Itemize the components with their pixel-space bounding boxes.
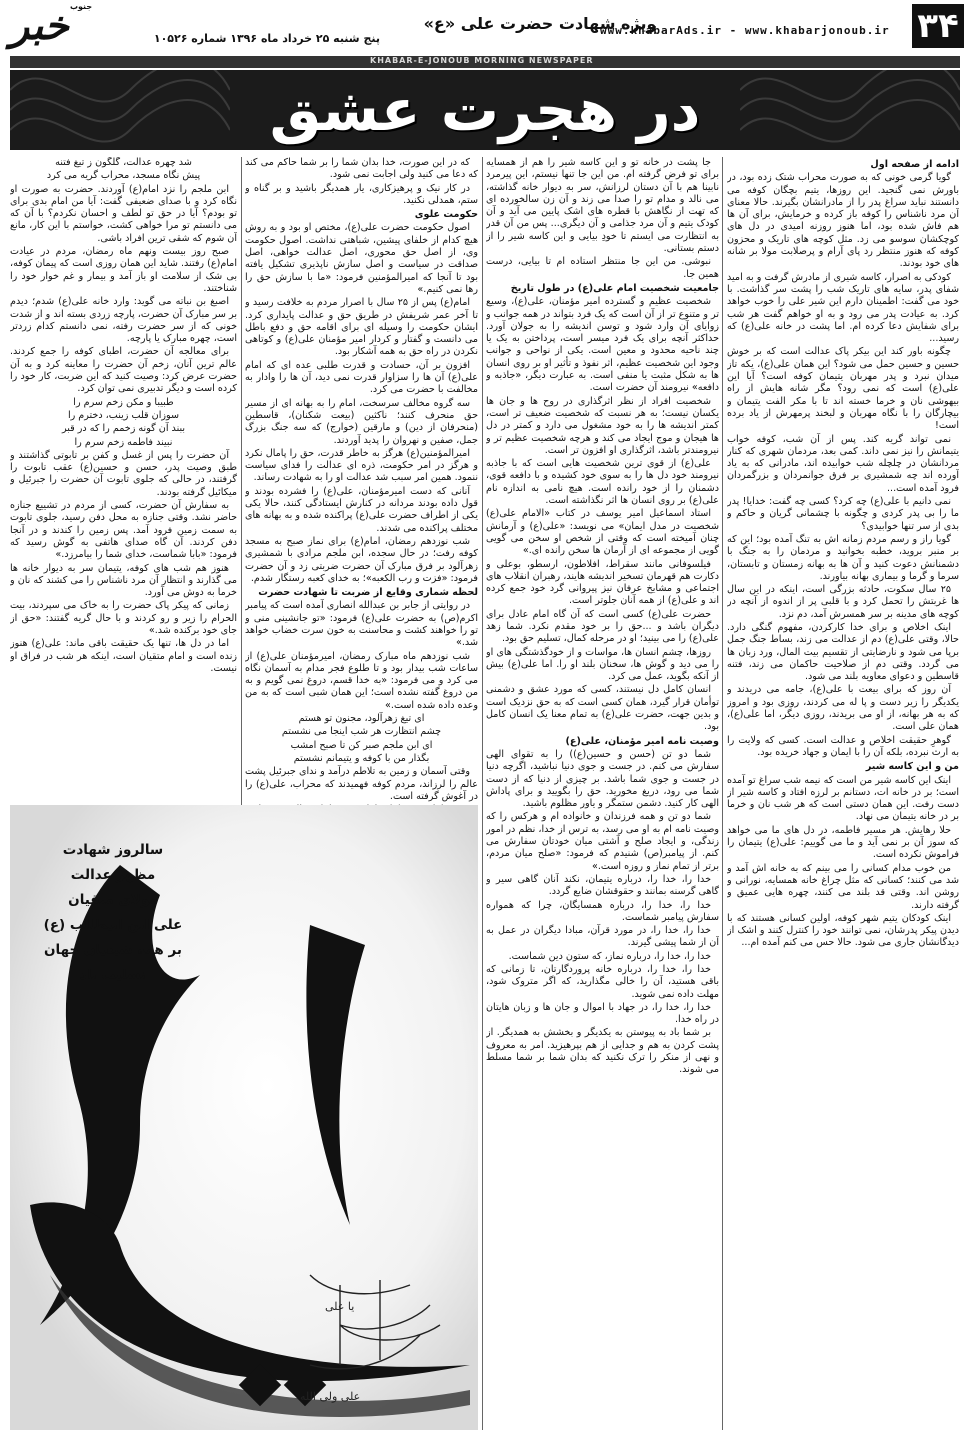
condolence-line: سالروز شهادت (62, 842, 164, 858)
verse-line: بگذار من با کوفه و یتیمانم نشستم (293, 752, 430, 764)
paragraph: شما دو تن (حسن و حسین(ع)) را به تقوای الهی سفارش می کنم. در جست و جوی دنیا نباشید، اگرچه دنیا در جست و جوی شما باشد. بر چیزی از دنیا که از دست شما می رود، دریغ مخورید. حق را بگویید و برای پاداش الهی کار کنید. دشمن ستمگر و یاور مظلوم باشید. (486, 748, 719, 810)
verse-line: ای تیغ زهرآلود، مجنون تو هستم (298, 713, 425, 725)
paragraph: در روایتی از جابر بن عبدالله انصاری آمده است که پیامبر اکرم(ص) به حضرت علی(ع) فرمود: «تو جانشینی منی و تو را خواهند کشت و محاسنت به خون سرت خضاب خواهد شد.» (245, 600, 478, 649)
paragraph: آنانی که دست امیرمؤمنان، علی(ع) را فشرده بودند و قول داده بودند مردانه در کنارش ایستادگی کنند، حالا یکی یکی از اطراف حضرت علی(ع) پراکنده شده و به بهانه های مختلف پراکنده می شدند. (245, 485, 478, 534)
paragraph: ۲۵ سال سکوت، حادثه بزرگی است، اینکه در این سال ها غربتش را تحمل کرد و با قلبی پر از اندوه از آنچه در کوچه های مدینه بر سر همسرش آمد، دم نزد. (727, 584, 959, 620)
column-divider (722, 157, 723, 1430)
paragraph: ابن ملجم را نزد امام(ع) آوردند. حضرت به صورت او نگاه کرد و با صدای ضعیفی گفت: آیا من امام بدی برای تو بودم؟ آیا در حق تو لطف و احسان نکردم؟ با آن که می دانستم تو مرا خواهی کشت، خواستم با این کار، مانع آن شوم که شقی ترین افراد باشی. (10, 183, 237, 244)
condolence-line: بر همه شیعیان جهان (44, 942, 182, 958)
verse-line: سوزان قلب زینب، دخترم را (67, 409, 180, 421)
verse-line: ببند آن گونه زخمم را که در قبر (61, 423, 186, 435)
paragraph: نمی تواند گریه کند. پس از آن شب، کوفه خواب یتیمانش را نیز نمی داند. کمی بعد، مردمان شهری که کنار مردانشان در چلچله شب خوابیده اند، مادرانی که به یاد آورده اند چه شمشیری بر فرق جوانمردان و بزرگمردان فرود آمده است... (727, 433, 959, 494)
paragraph: به سفارش آن حضرت، کسی از مردم در تشییع جنازه حاضر نشد. وقتی جنازه به محل دفن رسید، جلوی تابوت به سمت زمین فرود آمد. پس زمین را کندند و در آنجا دفن کردند. آن گاه صدای هاتفی به گوش رسید که فرمود: «بابا شماست، خدای شما را بیامرزد.» (10, 500, 237, 561)
paragraph: فیلسوفانی مانند سقراط، افلاطون، ارسطو، بوعلی و دکارت هم قهرمان تسخیر اندیشه هایند، رهبران انقلاب های اجتماعی و مشایخ عرفان نیز پیروانی گرد خود جمع کرده اند و علی(ع) از همه آنان جلوتر است. (486, 558, 719, 607)
condolence-line: مولای متقیان (68, 892, 158, 908)
paragraph: اما در دل ها، تنها یک حقیقت باقی ماند: علی(ع) هنوز زنده است و امام متقیان است، اینکه هر شب در فراق او نیست. (10, 638, 237, 674)
paragraph: حلا رهایش. هر مسیر فاطمه، در دل های ما می خواهد که سوز آن بر نمی آید و ما می گوییم: علی(ع) یتیمان را فراموش نکرده است. (727, 824, 959, 861)
column-divider (482, 157, 483, 1430)
paragraph: خدا را، خدا را، در مورد قرآن، مبادا دیگران در عمل به آن از شما پیشی گیرند. (486, 925, 719, 949)
date-line: پنج شنبه ۲۵ خرداد ماه ۱۳۹۶ شماره ۱۰۵۲۶ (153, 32, 380, 45)
paragraph: هنوز هم شب های کوفه، یتیمان سر به دیوار خانه ها می گذارند و انتظار آن مرد ناشناس را می کشند که نان و خرما به دوش می آورد. (10, 562, 237, 599)
paragraph: اینک کودکان یتیم شهر کوفه، اولین کسانی هستند که با دیدن پیکر پدرشان، نمی توانند خود را کنترل کنند و اشک از دیدگانشان جاری می شود. حالا حس می کنم آمده ام... (727, 912, 959, 949)
section-title: ویژه شهادت حضرت علی «ع» (423, 14, 657, 33)
paragraph: که در این صورت، خدا بدان شما را بر شما حاکم می کند که دعا می کنید ولی اجابت نمی شود. (245, 157, 478, 181)
paragraph: حضرت علی(ع) کسی است که آن گاه امام عادل برای دیگران باشد و ...حق را بر خود مقدم نکرد. شما زهد علی(ع) را می بینید؛ او در مرحله کمال، تسلیم حق بود. (486, 608, 719, 645)
paragraph: اصول حکومت حضرت علی(ع)، مختص او بود و به روش هیچ کدام از خلفای پیشین، شباهتی نداشت. اصول حکومت وی، از اصل حق محوری، اصل عدالت خواهی، اصل صداقت در سیاست و اصل سازش ناپذیری تشکیل یافته بود تا آنجا که امیرالمؤمنین فرمود: «ما با سازش حق را رها نمی کنیم.» (245, 222, 478, 295)
paragraph: اینک اخلاص و برای خدا کارکردن، مفهوم گنگی دارد. حالا، وقتی علی(ع) دم از عدالت می زند، بساط جنگ جمل برپا می شود و نارضایتی از تقسیم بیت المال، ورد زبان ها می گردد. وقتی دم از صلاحیت حاکمان می زند، فتنه قاسطین و دعوای معاویه بلند می شود. (727, 621, 959, 683)
article-column-4 (10, 157, 237, 805)
paragraph: خدا را، خدا را، در جهاد با اموال و جان ها و زبان هایتان در راه خدا. (486, 1001, 719, 1026)
subheading: وصیت نامه امیر مؤمنان، علی(ع) (565, 735, 719, 747)
headline: در هجرت عشق (269, 76, 701, 144)
paragraph: جا پشت در خانه تو و این کاسه شیر را هم از همسایه برای تو فرض گرفته ام. من این جا تنها نیستم، این پیرمرد نابینا هم با آن دستان لرزانش، سر به دیوار خانه گذاشته، می نالد و مدام تو را صدا می زند و آن زن سالخورده ای که تهت از نگاهش با قطره های اشک پایین می آید و آن کودک یتیم و آن مرد جذامی و آن دیگری... پس من آن قدر به انتظارت می ایستم تا خودِ بیایی و این کاسه شیر را از دستم بستانی. (486, 157, 719, 255)
condolence-message (18, 838, 208, 988)
paragraph: آن روز که برای بیعت با علی(ع)، جامه می دریدند و یکدیگر را زیر دست و پا له می کردند، روزی بود و امروز که به هر بهانه، از او می بریدند، روزی دیگر، اما علی(ع)، همان علی است. (727, 684, 959, 733)
paragraph: وقتی آسمان و زمین به تلاطم درآمد و ندای جبرئیل پشت عالم را لرزاند، مردم کوفه فهمیدند که محراب، علی(ع) را در آغوش گرفته است. (245, 766, 478, 802)
paragraph: خدا را، خدا را، درباره نماز، که ستون دین شماست. (508, 950, 711, 962)
paragraph: شخصیت عظیم و گسترده امیر مؤمنان، علی(ع)، وسیع تر و متنوع تر از آن است که یک فرد بتواند در همه جوانب و زوایای آن وارد شود و توسن اندیشه را به جولان آورد. حداکثر آنچه برای یک فرد میسر است، پرداختن به یک یا چند ناحیه محدود و معین است. یکی از نواحی و جوانب وجود این شخصیت عظیم، اثر نفوذ و تأثیر او بر روی انسان ها به شکل مثبت یا منفی است. به عبارت دیگر، «جاذبه و دافعه» نیرومند آن حضرت است. (486, 296, 719, 394)
paragraph: نبوشی. من این جا منتظر استاده ام تا بیایی، درست همین جا. (486, 256, 719, 280)
paragraph: نمی دانیم با علی(ع) چه کرد؟ کسی چه گفت: خدایا! پدر ما را بی پدر کردی و چگونه با چشمانی گریان و حاکم و بدی از سر تنها خوابیدی؟ (727, 496, 959, 532)
site-url[interactable]: www.khabarAds.ir - www.khabarjonoub.ir (600, 24, 890, 37)
stamp-text: علی ولی الله (300, 1390, 361, 1403)
paragraph: گویا راز و رسم مردم زمانه اش به تنگ آمده بود؛ این که بر منبر بروید، خطبه بخوانید و مردمان را به جنگ با دشمنانش دعوت کنید و آن ها به بهانه زمستان و تابستان، سرما و گرما و بیماری بهانه بیاورند. (727, 533, 959, 582)
paragraph: شب نوزدهم رمضان، امام(ع) برای نماز صبح به مسجد کوفه رفت؛ در حال سجده، ابن ملجم مرادی با شمشیری زهرآلود بر فرق مبارک آن حضرت ضربتی زد و آن حضرت فرمود: «فزت و رب الکعبه»؛ به خدای کعبه رستگار شدم. (245, 535, 478, 584)
article-column-2 (486, 157, 719, 1430)
title-banner (10, 70, 960, 150)
article-column-1 (727, 157, 959, 1430)
subheading: من و این کاسه شیر (865, 761, 959, 773)
verse-line: چشم انتظارت هر شب اینجا می نشستم (281, 726, 442, 738)
stamp-text: یا علی (325, 1300, 355, 1313)
page-header (0, 0, 970, 56)
paragraph: خدا را، خدا را، درباره همسایگان، چرا که همواره سفارش پیامبر شماست. (486, 899, 719, 923)
paragraph: روزها، چشم انسان ها، مواسات و از خودگذشتگی های او را می دید و گوش ها، سخنان بلند او را. اما علی(ع) بیش از آنکه بگوید، عمل می کرد. (486, 646, 719, 683)
subheading: جامعیت شخصیت امام علی(ع) در طول تاریخ (510, 282, 719, 294)
page-number: ۳۴ (912, 4, 964, 48)
paragraph: استاد اسماعیل امیر یوسف در کتاب «الامام علی(ع) شخصیت در مدل ایمان» می نویسد: «علی(ع) و آرمانش چنان آمیخته است که وقتی از شخص او سخن می گویی گویی از مجموعه ای از آرمان ها سخن رانده ای.» (486, 508, 719, 557)
paragraph: آن حضرت را پس از غسل و کفن بر تابوتی گذاشتند و طبق وصیت پدر، حسن و حسین(ع) عقب تابوت را گرفتند، در حالی که جلوی تابوت آن حضرت را جبرئیل و میکائیل گرفته بودند. (10, 449, 237, 498)
paragraph: گوهرِ حقیقت اخلاص و عدالت است. کسی که ولایت را به ارث نبرده، بلکه آن را با ایمان و جهاد خریده بود. (727, 734, 959, 758)
subheading: لحظه شماری وقایع از ضربت تا شهادت حضرت (258, 587, 478, 599)
paragraph: من خوب مدام کسانی را می بینم که به خانه اش آمد و شد می کنند؛ کسانی که مثل چراغ خانه همسایه، نورانی و روشن اند. وقتی قد بلند می کنند، چهره هایی عمیق و گرفته دارند. (727, 862, 959, 911)
verse-line: نبیند فاطمه زخم سرم را (74, 436, 173, 448)
condolence-line: تسلیت باد (80, 967, 146, 983)
paragraph: افزون بر آن، حسادت و قدرت طلبی عده ای که امام علی(ع) آن ها را سزاوار قدرت نمی دید، آن ها را وادار به مخالفت با حضرت می کرد. (245, 359, 478, 396)
paragraph: برای معالجه آن حضرت، اطبای کوفه را جمع کردند. عالم ترین آنان، زخم آن حضرت را معاینه کرد و به آن حضرت عرض کرد: وصیت کنید که این ضربت، کار خود را کرده است و دیگر تدبیری نمی توان کرد. (10, 346, 237, 395)
paragraph: بر شما باد به پیوستن به یکدیگر و بخشش به همدیگر. از پشت کردن به هم و جدایی از هم بپرهیزید. امر به معروف و نهی از منکر را ترک نکنید که بدان شما بر شما مسلط می شوند. (486, 1027, 719, 1076)
paragraph: امیرالمؤمنین(ع) هرگز به خاطر قدرت، حق را پامال نکرد و هرگز در امر حکومت، ذره ای عدالت را فدای سیاست ننمود. همین امر سبب شد عدالت او را به شهادت رساند. (245, 447, 478, 484)
paragraph: صبح روز بیست ونهم ماه رمضان، مردم در عیادت امام(ع) رفتند. شاید این همان روزی است که پیمان کوفه، بی شک از سلامت او باز آمد و بیمار و غم خوار خود را شناختند. (10, 246, 237, 294)
paragraph: خدا را، خدا را، درباره خانه پروردگارتان، تا زمانی که باقی هستید، آن را خالی مگذارید، که اگر متروک شود، مهلت داده نمی شوید. (486, 964, 719, 1000)
paragraph: علی(ع) از قوی ترین شخصیت هایی است که با جاذبه نیرومند خود دل ها را به سوی خود کشیده و با دافعه قوی، دشمنان را از خود رانده است. هیچ نامی به اندازه نام علی(ع) بر روی انسان ها اثر نگذاشته است. (486, 458, 719, 507)
verse-line: طبیبا و مکن زخم سرم را (73, 396, 174, 408)
paragraph: زمانی که پیکر پاک حضرت را به خاک می سپردند، بیت الحرام را زیر و رو کردند و با حال گریه گفتند: «حق از جای خود برکنده شد.» (10, 600, 237, 636)
paragraph: کودکی به اصرار، کاسه شیری از مادرش گرفت و به امید شفای پدر، سایه های تاریک شب را پشت سر گذاشت. با خود می گفت: اطمینان دارم این شیر علی را خوب خواهد کرد. به عیادت پدر می رود و به او خواهم گفت هر شب برای شفایش دعا کرده ام. اما پشت در خانه علی(ع) که رسید... (727, 271, 959, 345)
paragraph: شخصیت افراد از نظر اثرگذاری در روح ها و جان ها یکسان نیست؛ به هر نسبت که شخصیت ضعیف تر است، کمتر اندیشه ها را به خود مشغول می دارد و کمتر در دل ها هیجان و موج ایجاد می کند و هرچه شخصیت عظیم تر و نیرومندتر باشد، اثرگذاری او افزون تر است. (486, 395, 719, 456)
verse-line: پیش نگاه مسجد، محراب گریه می کرد (46, 170, 201, 182)
paragraph: امام(ع) پس از ۲۵ سال با اصرار مردم به خلافت رسید و تا آخر عمر شریفش در طریق حق و عدالت پایداری کرد. ایشان حکومت را وسیله ای برای اقامه حق و دفع باطل می دانست و گفتار و کردار امیر مؤمنان علی(ع) و کوتاهی نکردن در راه حق به همه آشکار بود. (245, 297, 478, 358)
strip-text: KHABAR-E-JONOUB MORNING NEWSPAPER (370, 56, 594, 65)
column-divider (241, 157, 242, 805)
paragraph: چگونه باور کند این بیکر پاک عدالت است که بر خوش حسین و حسین حمل می شود؟ این همان علی(ع)، یکه تاز میدان نبرد و پدر مهربان یتیمان کوفه است؟ آیا این علی(ع) است که نمی رود؟ مگر شانه هایش از راه بیهوشی نان و خرما خسته اند تا با مکر الفت یتیمان و بیچارگان را با نگاه مهربان و لبخند پرمهرش از یاد برده است! (727, 346, 959, 432)
subheading: ادامه از صفحه اول (870, 159, 959, 170)
paragraph: اینک این کاسه شیر من است که نیمه شب سراغ تو آمده است؛ بر در خانه ات، دستانم بر لرزه افتاد و کاسه شیر از دست رفت. این همان دستی است که هر شب نان و خرما بر در خانه یتیمان می نهاد. (727, 774, 959, 823)
paragraph: گویا گرمی خونی که به صورت محراب شتک زده بود، در باورش نمی گنجید. این روزها، یتیم بچگان کوفه می دانستند نباید سراغ پدر را از مادرانشان بگیرند. حالا معنای آن مرد ناشناس را کوفه باز کرده و خرمایش، برای آن ها هم فاش شده بود، اما هنوز روزنه امیدی در دل های کوچکشان سوسو می زد. مثل کوچه های تاریک و محزون کوفه که هنوز منتظر رد پای آرام و پرصلابت مولا بر شانه های خود بودند. (727, 172, 959, 270)
paragraph: شما دو تن و همه فرزندان و خانواده ام و هرکس را که وصیت نامه ام به او می رسد، به ترس از خدا، نظم در امور زندگی، و ایجاد صلح و آشتی میان خودتان سفارش می کنم. از پیامبر(ص) شنیدم که فرمود: «صلح میان مردم، برتر از تمام نماز و روزه است.» (486, 811, 719, 872)
newspaper-logo: خبر (10, 2, 69, 49)
paragraph: در کار نیک و پرهیزکاری، یار همدیگر باشید و بر گناه و ستم، همدلی نکنید. (245, 182, 478, 206)
subheading: حکومت علوی (414, 209, 478, 221)
paragraph: انسان کامل دل نیستند، کسی که مورد عشق و دشمنی توأمان قرار گیرد، همان کسی است که به حق نزدیک است و بدین جهت، حضرت علی(ع) به تمام معنا یک انسان کامل بود. (486, 684, 719, 733)
logo-subtitle: جنوب (70, 2, 93, 11)
paragraph: خدا را، خدا را، درباره یتیمان، نکند آنان گاهی سیر و گاهی گرسنه بمانند و حقوقشان ضایع گردد. (486, 873, 719, 898)
verse-line: شد چهره عدالت، گلگون ز تیغ فتنه (55, 157, 192, 168)
paragraph: اصبغ بن نباته می گوید: وارد خانه علی(ع) شدم؛ دیدم بر سر مبارک آن حضرت، پارچه زردی بسته اند و از شدت خونی که از سر حضرت رفته، نمی دانستم کدام زردتر است، چهره مبارک یا پارچه. (10, 296, 237, 345)
paragraph: سه گروه مخالف سرسخت، امام را به بهانه ای از مسیر حق منحرف کنند؛ ناکثین (بیعت شکنان)، قاسطین (منحرفان از دین) و مارقین (خوارج) که سه جنگ بزرگ جمل، صفین و نهروان را پدید آوردند. (245, 397, 478, 446)
verse-line: ای ابن ملجم صبر کن تا صبح امشب (290, 739, 433, 751)
paragraph: شب نوزدهم ماه مبارک رمضان، امیرمؤمنان علی(ع) از ساعات شب بیدار بود و تا طلوع فجر مدام به آسمان نگاه می کرد و می فرمود: «به خدا قسم، دروغ نمی گویم و به من دروغ گفته نشده است؛ این همان شبی است که به من وعده داده شده است.» (245, 650, 478, 711)
condolence-line: علی ابن ابیطالب (ع) (43, 917, 183, 933)
condolence-line: مظهر عدالت (70, 867, 156, 883)
